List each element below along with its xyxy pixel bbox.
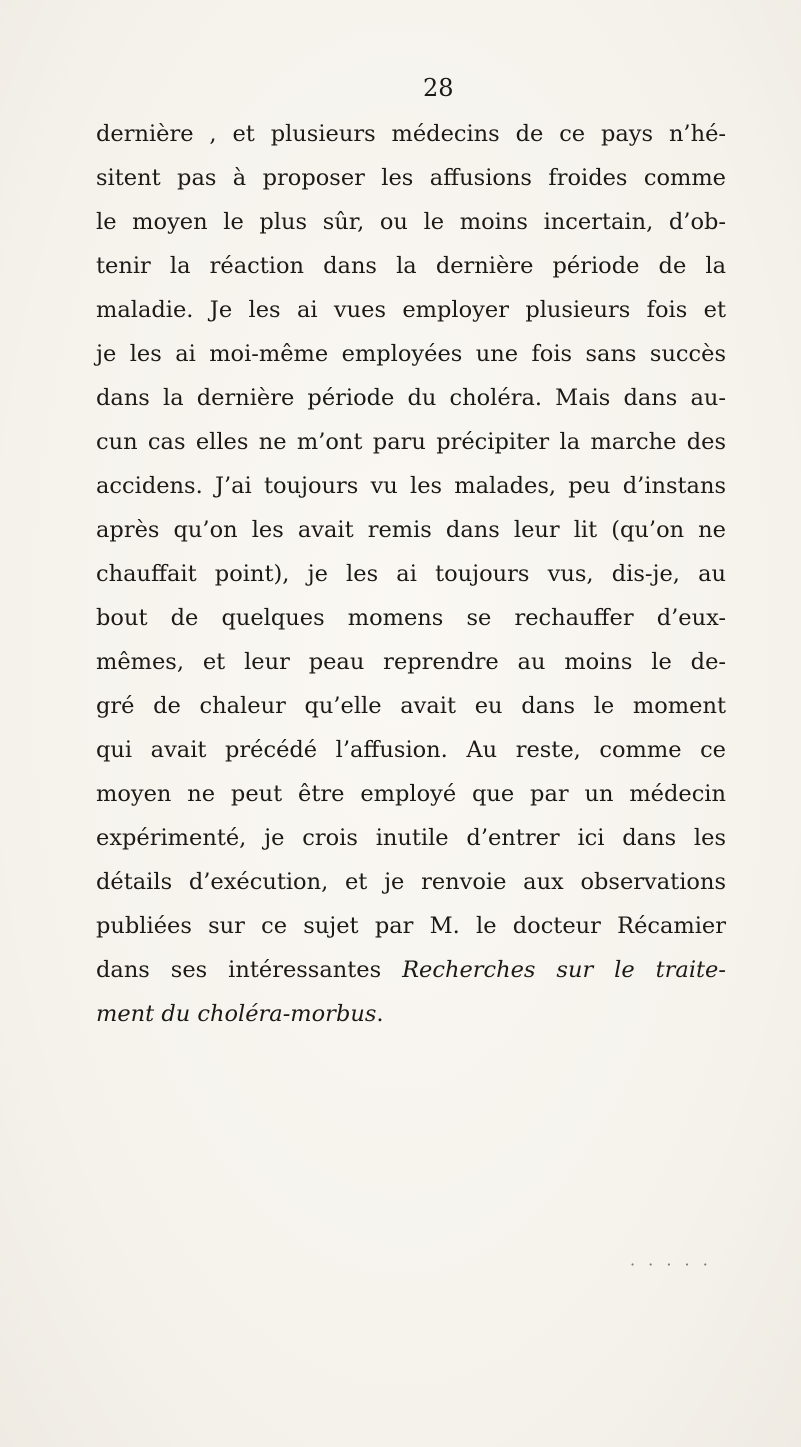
text-line-2: sitent pas à proposer les affusions froides comme: [96, 165, 726, 191]
text-line-9: accidens. J’ai toujours vu les malades, peu d’instans: [96, 473, 726, 499]
text-line-21-suffix: .: [376, 1001, 384, 1027]
text-line-20-prefix: dans ses intéressantes: [96, 957, 403, 983]
book-title-part-2: ment du choléra-morbus: [96, 1001, 377, 1027]
text-line-12: bout de quelques momens se rechauffer d’eux-: [96, 605, 726, 631]
text-line-3: le moyen le plus sûr, ou le moins incertain, d’ob-: [96, 209, 726, 235]
text-line-8: cun cas elles ne m’ont paru précipiter la marche des: [96, 429, 726, 455]
text-line-1: dernière , et plusieurs médecins de ce pays n’hé-: [96, 121, 726, 147]
text-line-6: je les ai moi-même employées une fois sans succès: [96, 341, 726, 367]
text-line-19: publiées sur ce sujet par M. le docteur Récamier: [96, 913, 726, 939]
text-line-15: qui avait précédé l’affusion. Au reste, comme ce: [96, 737, 726, 763]
page-number: 28: [423, 74, 454, 102]
text-line-11: chauffait point), je les ai toujours vus, dis-je, au: [96, 561, 726, 587]
text-line-14: gré de chaleur qu’elle avait eu dans le moment: [96, 693, 726, 719]
text-line-16: moyen ne peut être employé que par un médecin: [96, 781, 726, 807]
text-line-21: [96, 992, 726, 1036]
body-text: [96, 112, 726, 1036]
book-title-part-1: Recherches sur le traite-: [402, 957, 726, 983]
text-line-10: après qu’on les avait remis dans leur lit (qu’on ne: [96, 517, 726, 543]
text-line-17: expérimenté, je crois inutile d’entrer ici dans les: [96, 825, 726, 851]
text-line-4: tenir la réaction dans la dernière période de la: [96, 253, 726, 279]
text-line-5: maladie. Je les ai vues employer plusieurs fois et: [96, 297, 726, 323]
text-line-13: mêmes, et leur peau reprendre au moins le de-: [96, 649, 726, 675]
paper-specks: · · · · ·: [630, 1255, 712, 1274]
text-line-7: dans la dernière période du choléra. Mais dans au-: [96, 385, 726, 411]
text-line-20: [96, 948, 726, 992]
text-line-18: détails d’exécution, et je renvoie aux observations: [96, 869, 726, 895]
